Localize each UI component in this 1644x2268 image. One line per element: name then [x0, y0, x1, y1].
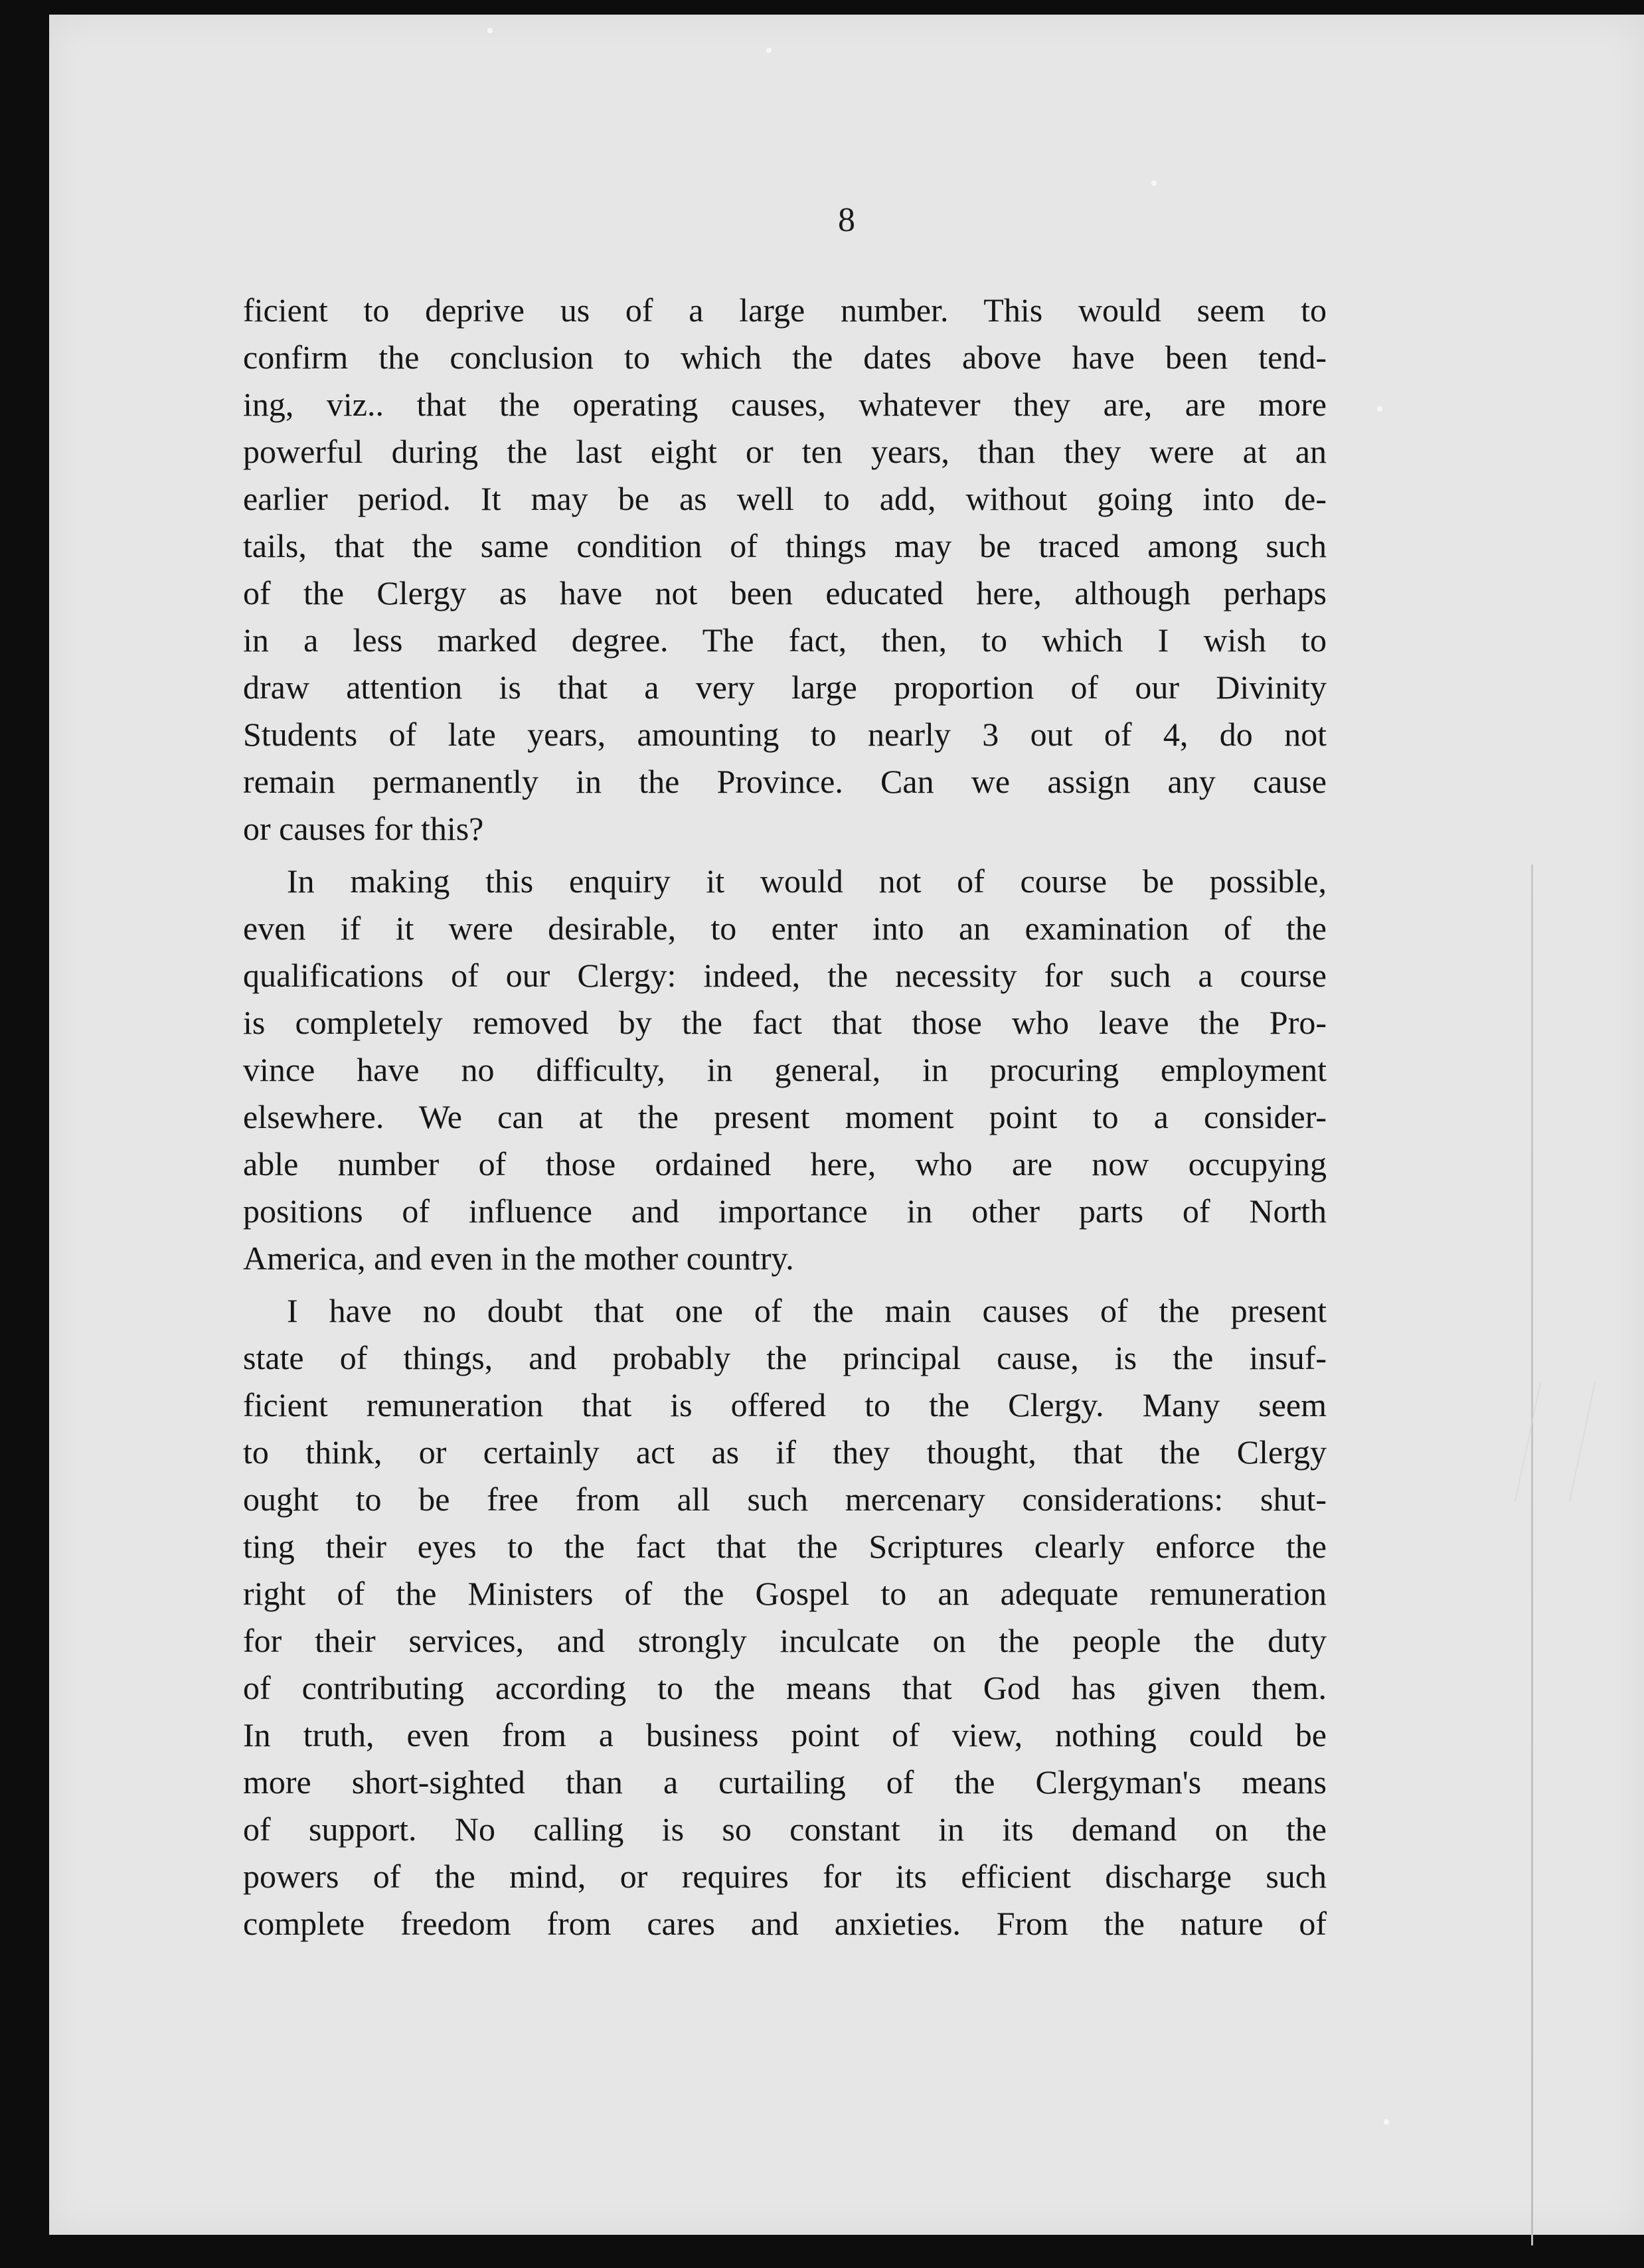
- text-line: ficient to deprive us of a large number. This would seem to: [243, 291, 1327, 329]
- text-line: of contributing according to the means that God has given them.: [243, 1669, 1327, 1706]
- text-line: or causes for this?: [243, 810, 484, 847]
- scanned-page: [49, 15, 1644, 2235]
- text-line: I have no doubt that one of the main causes of the present: [287, 1292, 1327, 1329]
- paper-speck: [487, 28, 493, 33]
- text-line: In truth, even from a business point of view, nothing could be: [243, 1716, 1327, 1753]
- paragraph-2: [243, 858, 1327, 1282]
- paper-speck: [1377, 406, 1382, 412]
- text-line: remain permanently in the Province. Can we assign any cause: [243, 763, 1327, 800]
- paper-speck: [1384, 2119, 1389, 2125]
- page-fold-line: [1531, 864, 1533, 2245]
- text-line: able number of those ordained here, who are now occupying: [243, 1145, 1327, 1182]
- text-line: powers of the mind, or requires for its efficient discharge such: [243, 1858, 1327, 1895]
- text-line: draw attention is that a very large proportion of our Divinity: [243, 669, 1327, 706]
- text-line: right of the Ministers of the Gospel to an adequate remuneration: [243, 1575, 1327, 1612]
- page-fold-crease: [1515, 1382, 1596, 1502]
- text-line: elsewhere. We can at the present moment point to a consider-: [243, 1098, 1327, 1135]
- text-line: of support. No calling is so constant in its demand on the: [243, 1811, 1327, 1848]
- text-line: vince have no difficulty, in general, in procuring employment: [243, 1051, 1327, 1088]
- paragraph-1: [243, 287, 1327, 852]
- paragraph-spacer: [243, 1282, 1327, 1287]
- text-line: America, and even in the mother country.: [243, 1240, 794, 1277]
- paragraph-spacer: [243, 852, 1327, 858]
- text-line: ting their eyes to the fact that the Scriptures clearly enforce the: [243, 1528, 1327, 1565]
- text-line: Students of late years, amounting to nearly 3 out of 4, do not: [243, 716, 1327, 753]
- text-line: is completely removed by the fact that those who leave the Pro-: [243, 1004, 1327, 1041]
- paragraph-3: [243, 1287, 1327, 1947]
- text-line: for their services, and strongly inculcate on the people the duty: [243, 1622, 1327, 1659]
- text-line: ought to be free from all such mercenary considerations: shut-: [243, 1481, 1327, 1518]
- text-line: even if it were desirable, to enter into an examination of the: [243, 910, 1327, 947]
- text-line: positions of influence and importance in other parts of North: [243, 1192, 1327, 1230]
- page-number: 8: [838, 201, 855, 239]
- text-line: ing, viz.. that the operating causes, whatever they are, are more: [243, 386, 1327, 423]
- text-line: earlier period. It may be as well to add, without going into de-: [243, 480, 1327, 517]
- text-line: powerful during the last eight or ten years, than they were at an: [243, 433, 1327, 470]
- body-text: [243, 287, 1327, 1947]
- text-line: ficient remuneration that is offered to the Clergy. Many seem: [243, 1386, 1327, 1423]
- paper-speck: [1151, 181, 1157, 186]
- text-line: state of things, and probably the principal cause, is the insuf-: [243, 1339, 1327, 1376]
- text-line: of the Clergy as have not been educated here, although perhaps: [243, 574, 1327, 611]
- paper-speck: [766, 48, 772, 53]
- text-line: to think, or certainly act as if they thought, that the Clergy: [243, 1433, 1327, 1471]
- text-line: more short-sighted than a curtailing of the Clergyman's means: [243, 1763, 1327, 1801]
- text-line: In making this enquiry it would not of course be possible,: [287, 862, 1327, 900]
- text-line: tails, that the same condition of things may be traced among such: [243, 527, 1327, 564]
- text-line: confirm the conclusion to which the dates above have been tend-: [243, 339, 1327, 376]
- text-line: complete freedom from cares and anxieties. From the nature of: [243, 1905, 1327, 1942]
- text-line: in a less marked degree. The fact, then, to which I wish to: [243, 621, 1327, 659]
- text-line: qualifications of our Clergy: indeed, the necessity for such a course: [243, 957, 1327, 994]
